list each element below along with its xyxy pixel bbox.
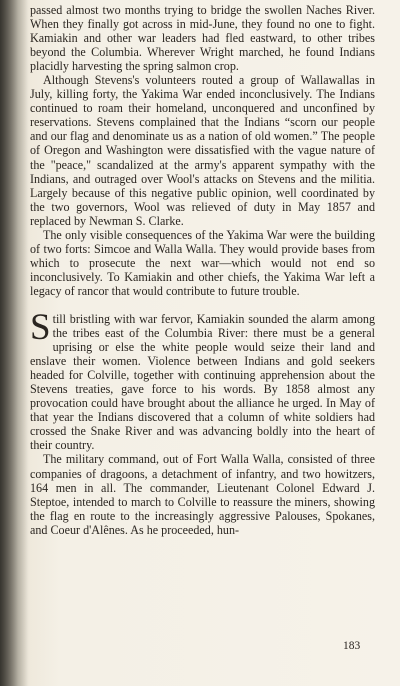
book-gutter-shadow xyxy=(0,0,28,686)
section-opening-paragraph xyxy=(30,306,375,453)
paragraph-2: Although Stevens's volunteers routed a group of Wallawallas in July, killing forty, the Yakima War ended inconclusively. The Indians continued to roam their homeland, unconquered and unconfined by reservations. Stevens complained that the Indians “scorn our people and our flag and denominate us as a nation of old women.” The people of Oregon and Washington were dissatisfied with the vague nature of the "peace," scandalized at the army's apparent sympathy with the Indians, and outraged over Wool's attacks on Stevens and the militia. Largely because of this negative public opinion, well coordinated by the two governors, Wool was relieved of duty in May 1857 and replaced by Newman S. Clarke. xyxy=(30,73,375,228)
drop-cap: S xyxy=(30,306,51,348)
paragraph-3: The only visible consequences of the Yakima War were the building of two forts: Simcoe and Walla Walla. They would provide bases from which to prosecute the next war—which would not end so inconclusively. To Kamiakin and other chiefs, the Yakima War left a legacy of rancor that would contribute to future trouble. xyxy=(30,227,375,298)
section-opening-text: till bristling with war fervor, Kamiakin sounded the alarm among the tribes east of the Columbia River: there must be a general uprising or else the white people would seize their land and enslave their women. Violence between Indians and gold seekers headed for Colville, together with continuing apprehension about the Stevens treaties, gave force to his words. By 1858 almost any provocation could have brought about the alliance he urged. In May of that year the Indians discovered that a column of white soldiers had crossed the Snake River and was advancing boldly into the heart of their country. xyxy=(30,311,375,453)
paragraph-5: The military command, out of Fort Walla Walla, consisted of three companies of dragoons, a detachment of infantry, and two howitzers, 164 men in all. The commander, Lieutenant Colonel Edward J. Steptoe, intended to march to Colville to reassure the miners, showing the flag en route to the increasingly aggressive Palouses, Spokanes, and Coeur d'Alênes. As he proceeded, hun- xyxy=(30,452,375,537)
body-text xyxy=(30,3,375,537)
paragraph-1: passed almost two months trying to bridge the swollen Naches River. When they finally got across in mid-June, they found no one to fight. Kamiakin and other war leaders had fled eastward, to other tribes beyond the Columbia. Wherever Wright marched, he found Indians placidly harvesting the spring salmon crop. xyxy=(30,3,375,74)
page-number: 183 xyxy=(343,640,361,652)
